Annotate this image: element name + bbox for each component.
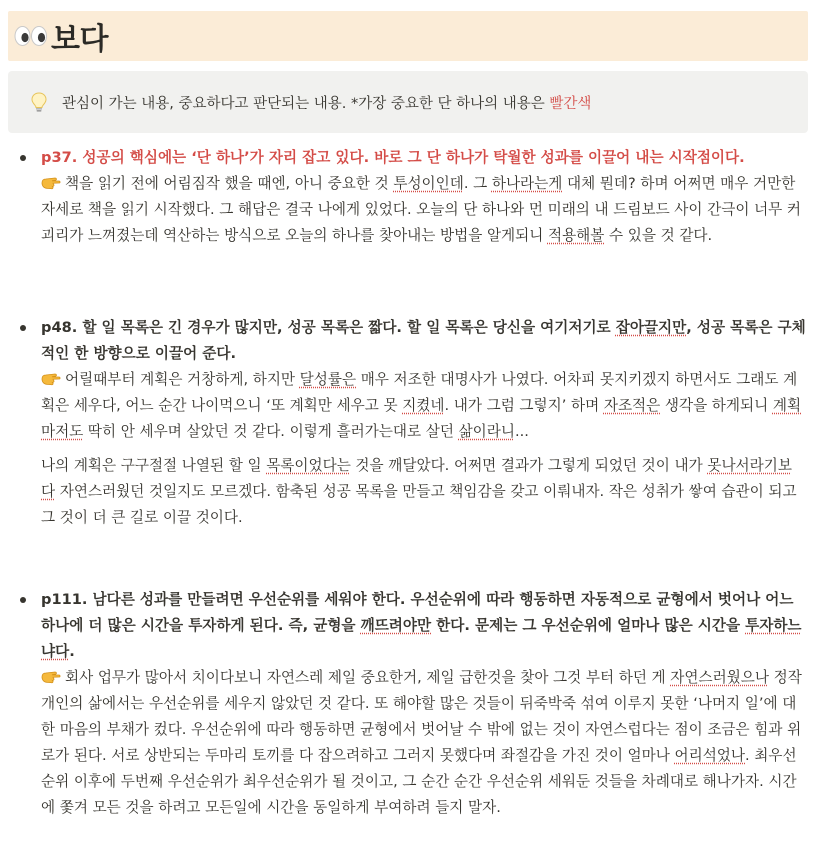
item-quote: p48. 할 일 목록은 긴 경우가 많지만, 성공 목록은 짧다. 할 일 목록은 당신을 여기저기로 잡아끌지만, 성공 목록은 구체적인 한 방향으로 이끌어 준다. xyxy=(41,319,806,362)
bullet-icon xyxy=(20,597,26,603)
item-quote: p111. 남다른 성과를 만들려면 우선순위를 세워야 한다. 우선순위에 따라 행동하면 자동적으로 균형에서 벗어나 어느 하나에 더 많은 시간을 투자하게 된다. 즉, 균형을 깨뜨려야만 한다. 문제는 그 우선순위에 얼마나 많은 시간을 투자하느냐다. xyxy=(41,591,802,660)
eyes-emoji-icon xyxy=(14,25,48,47)
page-header xyxy=(8,11,808,61)
callout-box xyxy=(8,71,808,133)
callout-red-text: 빨간색 xyxy=(549,95,592,112)
item-note: 책을 읽기 전에 어림짐작 했을 때엔, 아니 중요한 것 투성이인데. 그 하나라는게 대체 뭔데? 하며 어쩌면 매우 거만한 자세로 책을 읽기 시작했다. 그 해답은 결국 나에게 있었다. 오늘의 단 하나와 먼 미래의 내 드림보드 사이 간극이 너무 커 괴리가 느껴졌는데 역산하는 방식으로 오늘의 하나를 찾아내는 방법을 알게되니 적용해볼 수 있을 것 같다. xyxy=(41,175,802,244)
item-quote: p37. 성공의 핵심에는 ‘단 하나’가 자리 잡고 있다. 바로 그 단 하나가 탁월한 성과를 이끌어 내는 시작점이다. xyxy=(41,149,745,166)
callout-text: 관심이 가는 내용, 중요하다고 판단되는 내용. *가장 중요한 단 하나의 내용은 빨간색 xyxy=(62,95,592,112)
pointing-hand-icon xyxy=(41,174,61,190)
bullet-icon xyxy=(20,325,26,331)
item-note: 어릴때부터 계획은 거창하게, 하지만 달성률은 매우 저조한 대명사가 나였다. 어차피 못지키겠지 하면서도 그래도 계획은 세우다, 어느 순간 나이먹으니 ‘또 계획만 세우고 못 지켰네. 내가 그럼 그렇지’ 하며 자조적은 생각을 하게되니 계획마저도 딱히 안 세우며 살았던 것 같다. 이렇게 흘러가는대로 살던 삶이라니... xyxy=(41,371,802,440)
pointing-hand-icon xyxy=(41,668,61,684)
list-item xyxy=(20,315,806,531)
bullet-icon xyxy=(20,155,26,161)
lightbulb-icon xyxy=(28,91,50,113)
page-title: 보다 xyxy=(51,22,108,57)
list-item xyxy=(20,145,806,249)
pointing-hand-icon xyxy=(41,370,61,386)
item-note: 회사 업무가 많아서 치이다보니 자연스레 제일 중요한거, 제일 급한것을 찾아 그것 부터 하던 게 자연스러웠으나 정작 개인의 삶에서는 우선순위를 세우지 않았던 것 같다. 또 해야할 많은 것들이 뒤죽박죽 섞여 이루지 못한 ‘나머지 일’에 대한 마음의 부채가 컸다. 우선순위에 따라 행동하면 균형에서 벗어날 수 밖에 없는 것이 자연스럽다는 점이 조금은 힘과 위로가 된다. 서로 상반되는 두마리 토끼를 다 잡으려하고 그러지 못했다며 좌절감을 가진 것이 얼마나 어리석었나. 최우선순위 이후에 두번째 우선순위가 최우선순위가 될 것이고, 그 순간 순간 우선순위 세워둔 것들을 차례대로 해나가자. 시간에 쫓겨 모든 것을 하려고 모든일에 시간을 동일하게 부여하려 들지 말자. xyxy=(41,669,802,816)
list-item xyxy=(20,587,806,821)
item-paragraph: 나의 계획은 구구절절 나열된 할 일 목록이었다는 것을 깨달았다. 어쩌면 결과가 그렇게 되었던 것이 내가 못나서라기보다 자연스러웠던 것일지도 모르겠다. 함축된 성공 목록을 만들고 책임감을 갖고 이뤄내자. 작은 성취가 쌓여 습관이 되고 그 것이 더 큰 길로 이끌 것이다. xyxy=(41,457,797,526)
